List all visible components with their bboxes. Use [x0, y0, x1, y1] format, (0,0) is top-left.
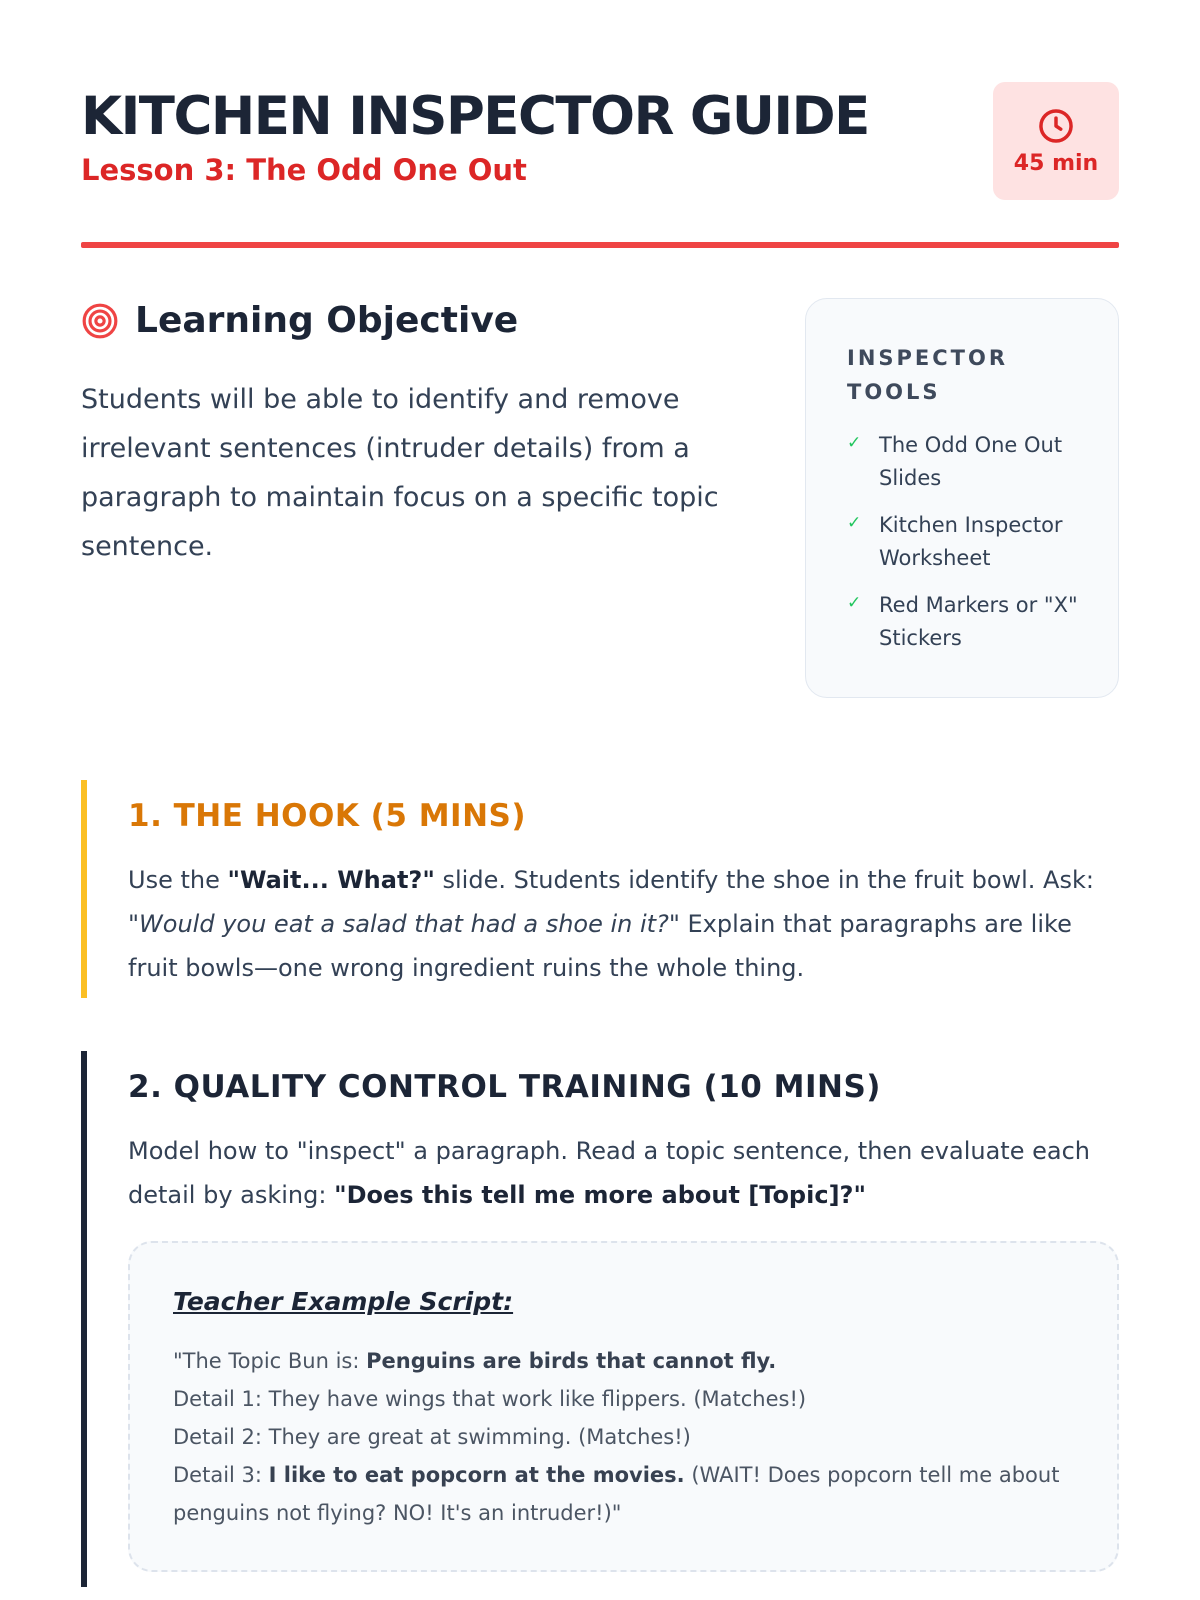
objective-title: Learning Objective [135, 300, 519, 341]
script-line [173, 1456, 1075, 1532]
intruder-sentence: I like to eat popcorn at the movies. [268, 1463, 685, 1487]
tool-item [847, 589, 1082, 655]
script-lines [173, 1342, 1075, 1532]
target-icon [81, 302, 119, 340]
inspector-tools-card [805, 298, 1119, 698]
lesson-subtitle: Lesson 3: The Odd One Out [81, 153, 527, 187]
quality-control-section [81, 1051, 1119, 1587]
qc-question: "Does this tell me more about [Topic]?" [334, 1181, 866, 1209]
objective-text: Students will be able to identify and remove irrelevant sentences (intruder details) from a paragraph to maintain focus on a specific topic sentence. [81, 384, 719, 562]
hook-text [128, 858, 1119, 990]
hook-question: "Would you eat a salad that had a shoe in it?" [128, 910, 680, 938]
hook-text-part: slide. Students identify the shoe in the fruit bowl. Ask: [434, 866, 1094, 894]
objective-heading [81, 300, 731, 341]
script-line [173, 1342, 1075, 1380]
quality-control-title: 2. QUALITY CONTROL TRAINING (10 MINS) [128, 1069, 881, 1105]
header-divider [81, 242, 1119, 248]
duration-text: 45 min [1013, 150, 1099, 176]
teacher-script-box [128, 1241, 1119, 1572]
objective-row [81, 300, 1119, 780]
script-line: Detail 2: They are great at swimming. (Matches!) [173, 1425, 691, 1449]
check-icon: ✓ [847, 433, 862, 453]
quality-control-text [128, 1129, 1119, 1217]
script-text: (WAIT! Does popcorn tell me about penguins not flying? NO! It's an intruder!)" [173, 1463, 1060, 1525]
page-title: KITCHEN INSPECTOR GUIDE [81, 86, 869, 147]
qc-text-part: Model how to "inspect" a paragraph. Read a topic sentence, then evaluate each detail by asking: [128, 1137, 1090, 1209]
tool-label: The Odd One Out Slides [879, 433, 1063, 490]
hook-text-part: Use the [128, 866, 228, 894]
script-text: "The Topic Bun is: [173, 1349, 367, 1373]
script-text: Detail 3: [173, 1463, 269, 1487]
hook-text-part: Explain that paragraphs are like fruit bowls—one wrong ingredient ruins the whole thing. [128, 910, 1072, 982]
hook-title: 1. THE HOOK (5 MINS) [128, 798, 527, 834]
tool-label: Kitchen Inspector Worksheet [879, 513, 1063, 570]
check-icon: ✓ [847, 513, 862, 533]
tools-title: INSPECTOR TOOLS [847, 346, 1009, 404]
learning-objective [81, 300, 731, 571]
tool-label: Red Markers or "X" Stickers [879, 593, 1078, 650]
topic-sentence: Penguins are birds that cannot fly. [366, 1349, 777, 1373]
script-line: Detail 1: They have wings that work like flippers. (Matches!) [173, 1387, 807, 1411]
section-accent-bar [81, 1051, 87, 1587]
clock-icon [1037, 107, 1075, 145]
hook-section [81, 780, 1119, 998]
page-header [81, 80, 1119, 240]
script-title: Teacher Example Script: [173, 1287, 514, 1316]
tool-item [847, 509, 1082, 575]
check-icon: ✓ [847, 593, 862, 613]
hook-slide-name: "Wait... What?" [227, 866, 435, 894]
tool-item [847, 429, 1082, 495]
tools-list [847, 429, 1082, 655]
section-accent-bar [81, 780, 87, 998]
duration-badge [993, 82, 1119, 200]
